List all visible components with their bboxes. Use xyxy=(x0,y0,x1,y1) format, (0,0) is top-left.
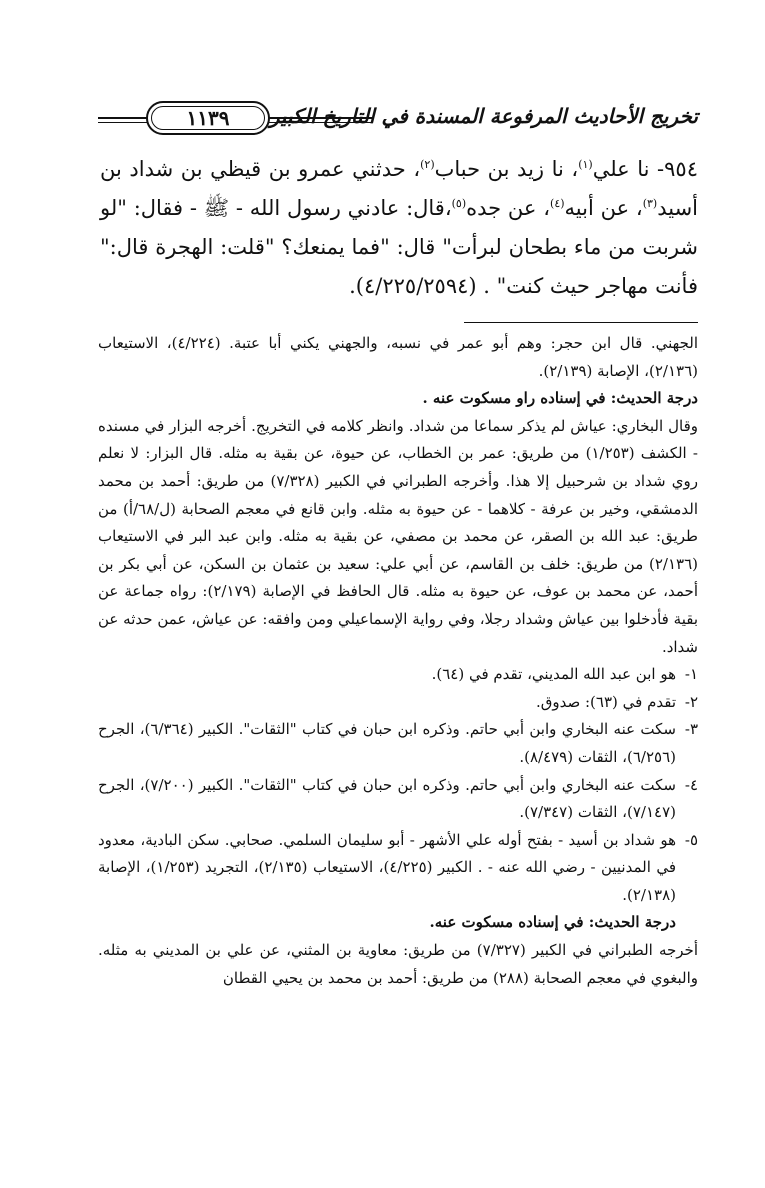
footnote-text: سكت عنه البخاري وابن أبي حاتم. وذكره ابن حبان في كتاب "الثقات". الكبير (٧/٢٠٠)، الجرح (٧/١٤٧)، الثقات (٧/٣٤٧). xyxy=(98,775,676,822)
grade-heading-2: درجة الحديث: في إسناده مسكوت عنه. xyxy=(429,913,676,932)
footnote-number: ٤- xyxy=(684,775,698,794)
footnote-number: ٥- xyxy=(684,830,698,849)
footnote-text: تقدم في (٦٣): صدوق. xyxy=(535,692,676,711)
footnote-number: ٣- xyxy=(684,720,698,739)
footnote-marker-5: (٥) xyxy=(451,197,467,210)
footnote-marker-1: (١) xyxy=(578,158,593,171)
takhrij-paragraph: وقال البخاري: عياش لم يذكر سماعا من شداد. وانظر كلامه في التخريج. أخرجه البزار في مسنده - الكشف (١/٢٥٣) من طريق: عمر بن الخطاب، عن حيوة، عن بقية به مثله. قال البزار: لا نعلم روي شداد بن شرحبيل إلا هذا. وأخرجه الطبراني في الكبير (٧/٣٢٨) من طريق: أحمد بن محمد الدمشقي، وخير بن عرفة - كلاهما - عن حيوة به مثله. وابن قانع في معجم الصحابة (ل/٦٨/أ) من طريق: عبد الله بن الصقر، عن محمد بن مصفي، عن بقية به مثله. وابن عبد البر في الاستيعاب (٢/١٣٦) من طريق: خلف بن القاسم، عن أبي علي: سعيد بن عثمان بن السكن، عن أبي بكر بن أحمد، عن محمد بن عوف، عن حيوة به مثله. قال الحافظ في الإصابة (٢/١٧٩): رواه جماعة عن بقية فأدخلوا بين عياش وشداد رجلا، وفي رواية الإسماعيلي ومن وافقه: عن عياش، عمن حدثه عن شداد. xyxy=(98,416,698,656)
hadith-part-3: ، عن أبيه xyxy=(564,196,643,220)
grade-heading: درجة الحديث: في إسناده راو مسكوت عنه . xyxy=(422,389,698,408)
takhrij-paragraph-2: أخرجه الطبراني في الكبير (٧/٣٢٧) من طريق: معاوية بن المثني، عن علي بن المديني به مثله. والبغوي في معجم الصحابة (٢٨٨) من طريق: أحمد بن محمد بن يحيي القطان xyxy=(98,941,698,987)
footnote-number: ٢- xyxy=(684,692,698,711)
footnote-1 xyxy=(98,661,698,689)
footnote-separator xyxy=(464,322,698,323)
hadith-text xyxy=(100,150,698,306)
footnote-marker-3: (٣) xyxy=(642,197,658,210)
hadith-paragraph xyxy=(100,150,698,306)
footnote-text: هو ابن عبد الله المديني، تقدم في (٦٤). xyxy=(431,665,676,684)
footnote-marker-4: (٤) xyxy=(550,197,565,210)
running-title: تخريج الأحاديث المرفوعة المسندة في التاريخ الكبير xyxy=(269,104,698,128)
hadith-intro: ٩٥٤- نا علي xyxy=(592,157,698,181)
hadith-part-1: ، نا زيد بن حباب xyxy=(434,157,579,181)
hadith-part-5: ،قال: عادني رسول الله - ﷺ - فقال: "لو شربت من ماء بطحان لبرأت" قال: "فما يمنعك؟ "قلت: الهجرة قال:" فأنت مهاجر حيث كنت" . (٤/٢٢٥/٢٥٩٤). xyxy=(100,196,698,298)
footnote-marker-2: (٢) xyxy=(420,158,435,171)
footnote-text: سكت عنه البخاري وابن أبي حاتم. وذكره ابن حبان في كتاب "الثقات". الكبير (٦/٣٦٤)، الجرح (٦/٢٥٦)، الثقات (٨/٤٧٩). xyxy=(98,720,676,766)
hadith-part-4: ، عن جده xyxy=(466,196,551,220)
page-number: ١١٣٩ xyxy=(146,101,270,135)
footnote-number: ١- xyxy=(684,665,698,684)
footnotes xyxy=(98,330,698,992)
footnote-3 xyxy=(98,716,698,771)
hadith-part-2: ، حدثني عمرو بن قيظي بن شداد بن أسيد xyxy=(100,157,699,220)
footnote-5 xyxy=(98,827,698,910)
footnote-2 xyxy=(98,689,698,717)
page-header xyxy=(98,100,698,136)
footnote-text: هو شداد بن أسيد - بفتح أوله علي الأشهر - أبو سليمان السلمي. صحابي. سكن البادية، معدود في المدنيين - رضي الله عنه - . الكبير (٤/٢٢٥)، الاستيعاب (٢/١٣٥)، التجريد (١/٢٥٣)، الإصابة (٢/١٣٨). xyxy=(98,830,677,904)
footnote-continuation: الجهني. قال ابن حجر: وهم أبو عمر في نسبه، والجهني يكني أبا عتبة. (٤/٢٢٤)، الاستيعاب (٢/١٣٦)، الإصابة (٢/١٣٩). xyxy=(98,334,698,380)
footnote-4 xyxy=(98,772,698,827)
